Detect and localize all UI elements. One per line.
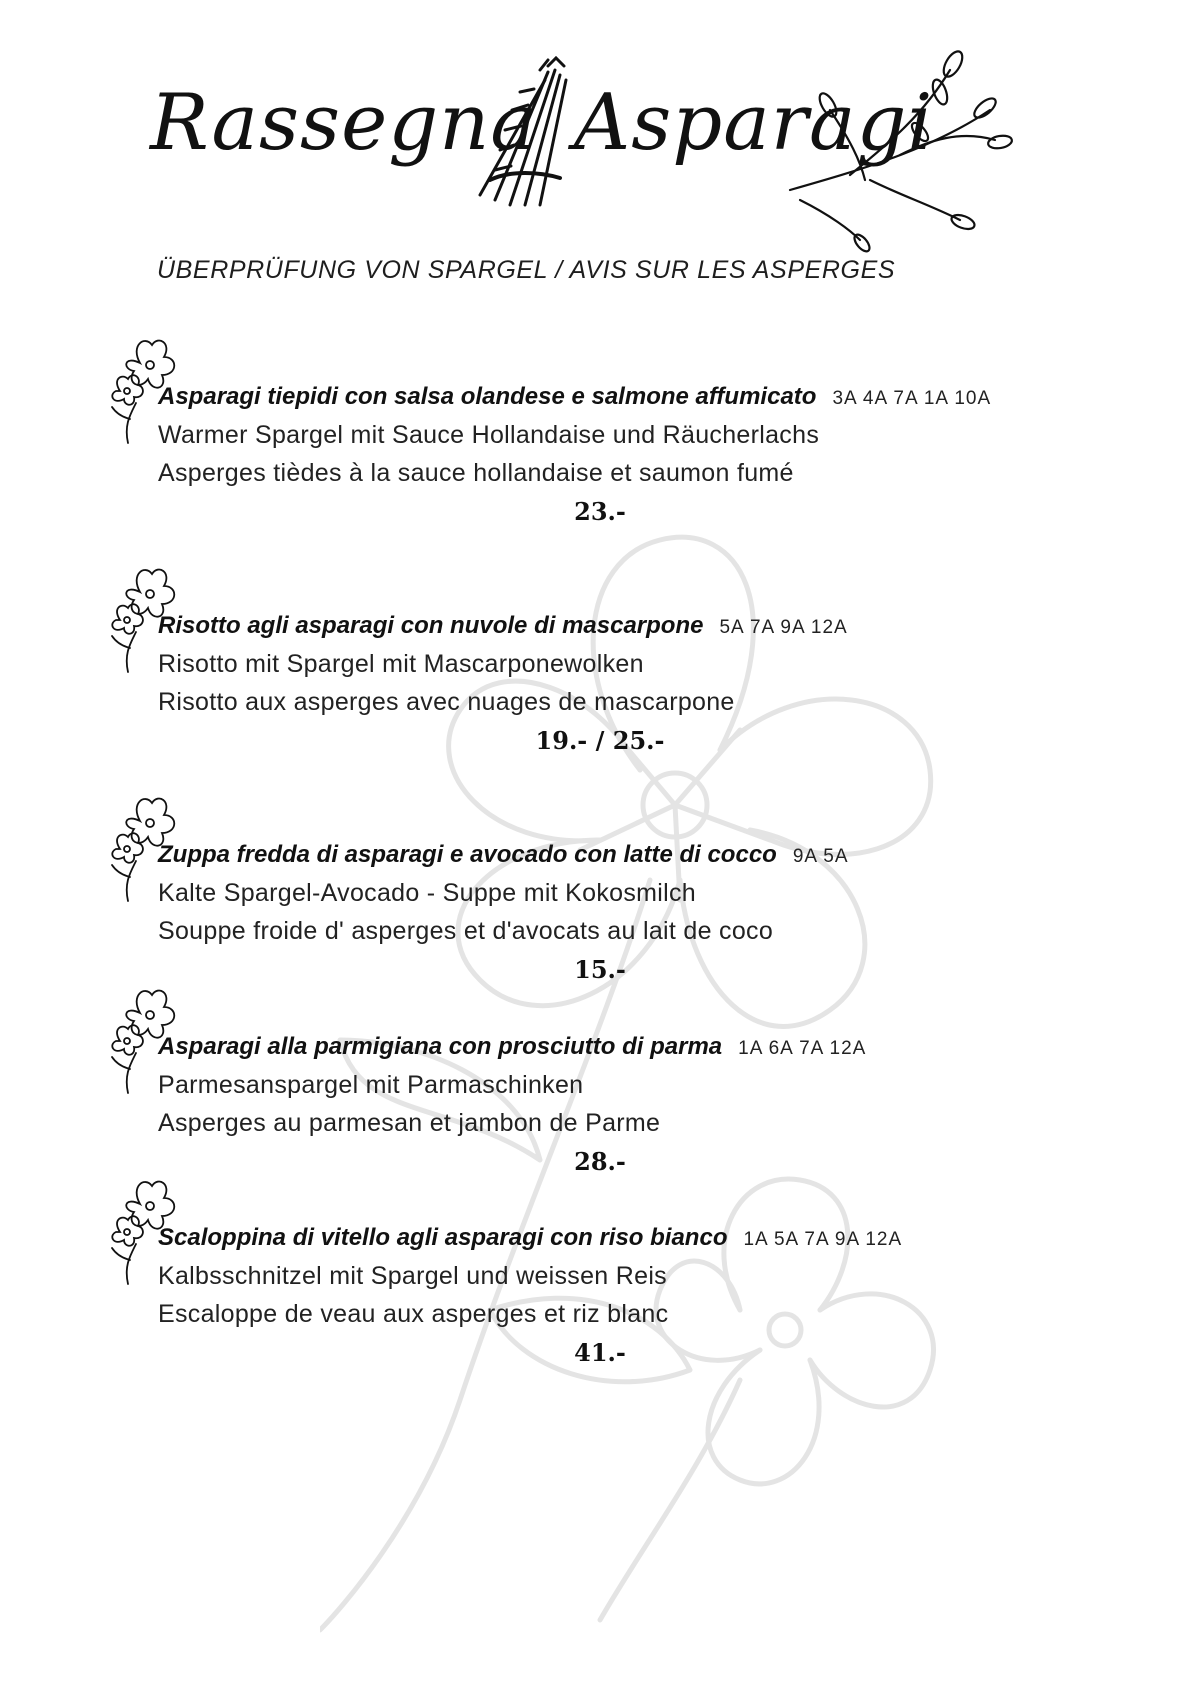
- item-name-line: [158, 841, 849, 869]
- allergen-codes: 9A 5A: [792, 846, 849, 867]
- item-name: Scaloppina di vitello agli asparagi con riso bianco: [158, 1224, 728, 1251]
- item-name-line: [158, 612, 848, 640]
- item-description-fr: Risotto aux asperges avec nuages de mascarpone: [158, 688, 735, 716]
- item-price: 28.-: [574, 1147, 626, 1176]
- item-description-de: Risotto mit Spargel mit Mascarponewolken: [158, 650, 644, 678]
- menu-title: [150, 78, 933, 168]
- item-name: Risotto agli asparagi con nuvole di mascarpone: [158, 612, 704, 639]
- item-description-de: Warmer Spargel mit Sauce Hollandaise und Räucherlachs: [158, 421, 820, 449]
- item-description-fr: Asperges au parmesan et jambon de Parme: [158, 1109, 661, 1137]
- item-description-de: Parmesanspargel mit Parmaschinken: [158, 1071, 584, 1099]
- item-price: 15.-: [574, 955, 626, 984]
- allergen-codes: 1A 5A 7A 9A 12A: [743, 1229, 903, 1250]
- allergen-codes: 3A 4A 7A 1A 10A: [832, 388, 992, 409]
- title-word-1: Rassegna: [150, 78, 538, 168]
- title-word-2: Asparagi: [573, 78, 934, 168]
- allergen-codes: 1A 6A 7A 12A: [738, 1038, 867, 1059]
- item-price: 19.- / 25.-: [535, 726, 665, 755]
- allergen-codes: 5A 7A 9A 12A: [719, 617, 848, 638]
- item-name: Zuppa fredda di asparagi e avocado con latte di cocco: [158, 841, 777, 868]
- item-name-line: [158, 1033, 866, 1061]
- item-description-fr: Souppe froide d' asperges et d'avocats au lait de coco: [158, 917, 774, 945]
- item-name: Asparagi alla parmigiana con prosciutto di parma: [158, 1033, 723, 1060]
- item-description-de: Kalbsschnitzel mit Spargel und weissen Reis: [158, 1262, 667, 1290]
- item-description-fr: Escaloppe de veau aux asperges et riz blanc: [158, 1300, 669, 1328]
- menu-subtitle: ÜBERPRÜFUNG VON SPARGEL / AVIS SUR LES ASPERGES: [157, 256, 896, 284]
- item-description-fr: Asperges tièdes à la sauce hollandaise et saumon fumé: [158, 459, 794, 487]
- item-name-line: [158, 1224, 902, 1252]
- item-price: 41.-: [574, 1338, 626, 1367]
- item-description-de: Kalte Spargel-Avocado - Suppe mit Kokosmilch: [158, 879, 697, 907]
- item-price: 23.-: [574, 497, 626, 526]
- item-name-line: [158, 383, 991, 411]
- item-name: Asparagi tiepidi con salsa olandese e salmone affumicato: [158, 383, 817, 410]
